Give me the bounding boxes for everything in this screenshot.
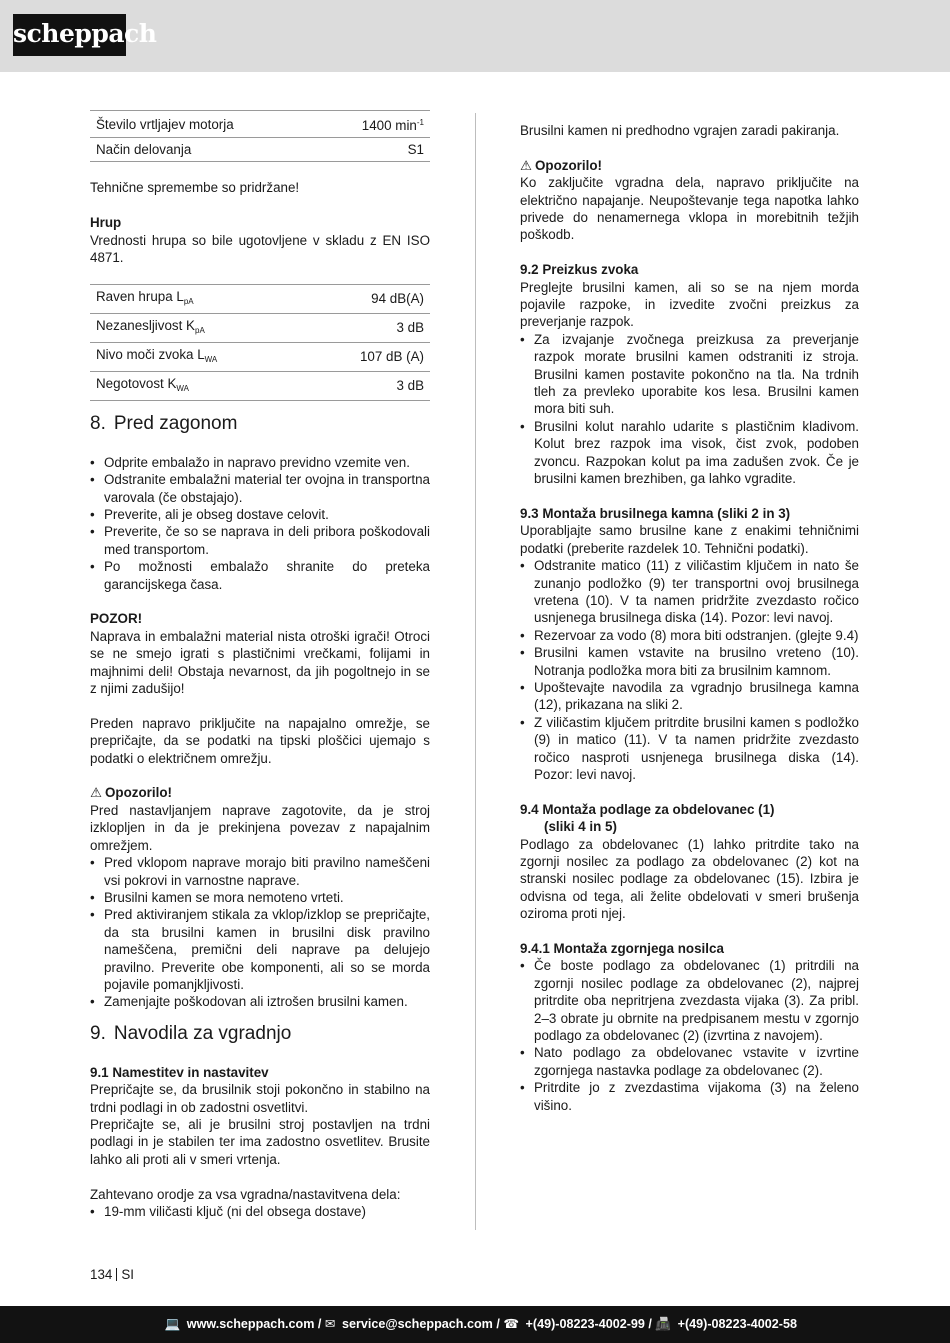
spec-label: Način delovanja	[90, 138, 317, 162]
subsection-heading-9-4-1: 9.4.1 Montaža zgornjega nosilca	[520, 941, 724, 957]
section-heading-9: 9. Navodila za vgradnjo	[90, 1022, 292, 1044]
warning-list	[90, 854, 430, 1011]
list-item: • Preverite, če so se naprava in deli pribora poškodovali med transportom.	[90, 523, 430, 558]
table-row	[90, 371, 430, 400]
motor-spec-table	[90, 110, 430, 162]
noise-label: Negotovost $K_{WA}$	[90, 371, 306, 400]
connect-text: Preden napravo priključite na napajalno omrežje, se prepričajte, da se podatki na tipski ploščici ujemajo s podatki o električnem omrežju.	[90, 715, 430, 766]
subsection-heading-9-3: 9.3 Montaža brusilnega kamna (sliki 2 in 3)	[520, 505, 791, 521]
tools-list	[90, 1203, 430, 1220]
fax-number: +(49)-08223-4002-58	[677, 1317, 797, 1331]
left-column	[90, 110, 430, 1220]
list-item: • Odprite embalažo in napravo previdno vzemite ven.	[90, 454, 430, 471]
list-item: • Brusilni kolut narahlo udarite s plastičnim kladivom. Kolut brez razpok ima visok, čist zvok, podoben zvoncu. Razpokan kolut pa ima zadušen zvok. Če je brusilni kamen brezhiben, ga lahko vgradite.	[520, 418, 859, 488]
spec-value: S1	[317, 138, 430, 162]
table-row	[90, 111, 430, 138]
warning-icon: ⚠	[520, 157, 533, 173]
list-item: • Pritrdite jo z zvezdastima vijakoma (3) na želeno višino.	[520, 1079, 859, 1114]
tools-text: Zahtevano orodje za vsa vgradna/nastavitvena dela:	[90, 1186, 401, 1202]
mail-icon: ✉	[324, 1317, 336, 1331]
list-item: • Brusilni kamen vstavite na brusilno vreteno (10). Notranja podložka mora biti za brusilnim kamnom.	[520, 644, 859, 679]
list-item: • Če boste podlago za obdelovanec (1) pritrdili na zgornji nosilec podlage za obdelovanec (2), najprej pritrdite oba nepritrjena zvezdasta vijaka (3). Za pribl. 2–3 obrate ju obrnite na predpisanem mestu v zgornjo podlago za obdelovanec (2) (izvrtina z navojem).	[520, 957, 859, 1044]
fax-icon: 📠	[655, 1317, 672, 1331]
upper-support-list	[520, 957, 859, 1114]
email-link[interactable]: service@scheppach.com /	[341, 1317, 500, 1331]
noise-value: 3 dB	[306, 371, 430, 400]
paragraph: Uporabljajte samo brusilne kane z enakimi tehničnimi podatki (preberite razdelek 10. Tehnični podatki).	[520, 523, 859, 556]
phone-icon: ☎	[503, 1317, 520, 1331]
website-link[interactable]: www.scheppach.com /	[186, 1317, 322, 1331]
stone-note: Brusilni kamen ni predhodno vgrajen zaradi pakiranja.	[520, 123, 840, 138]
list-item: • Za izvajanje zvočnega preizkusa za preverjanje razpok morate brusilni kamen odstraniti iz stroja. Brusilni kamen postavite pokončno na tla. Na trdnih tleh za prevleko uporabite kos lesa. Brusilni kamen mora biti suh.	[520, 331, 859, 418]
list-item: • Po možnosti embalažo shranite do preteka garancijskega časa.	[90, 558, 430, 593]
warning-heading: ⚠ Opozorilo!	[90, 785, 172, 801]
paragraph: Prepričajte se, ali je brusilni stroj postavljen na trdni podlagi in je stabilen ter ima zadostno osvetlitev. Brusite lahko ali proti ali v smeri vrtenja.	[90, 1116, 430, 1167]
list-item: • Preverite, ali je obseg dostave celovit.	[90, 506, 430, 523]
noise-heading: Hrup	[90, 215, 122, 231]
phone-number: +(49)-08223-4002-99 /	[525, 1317, 652, 1331]
spec-label: Število vrtljajev motorja	[90, 111, 317, 138]
subsection-heading-9-2: 9.2 Preizkus zvoka	[520, 262, 639, 278]
table-row	[90, 138, 430, 162]
list-item: • Pred aktiviranjem stikala za vklop/izklop se prepričajte, da sta brusilni kamen in brusilni disk pravilno nameščena, premični deli naprave pa delujejo pravilno. Preverite obe komponenti, ali so se morda pojavile pomanjkljivosti.	[90, 906, 430, 993]
pozor-text: Naprava in embalažni material nista otroški igrači! Otroci se ne smejo igrati s plastičnimi vrečkami, folijami in majhnimi deli! Obstaja nevarnost, da jih pogoltnejo in se z njimi zadušijo!	[90, 628, 430, 697]
sound-test-list	[520, 331, 859, 488]
table-row	[90, 342, 430, 371]
list-item: • 19-mm viličasti ključ (ni del obsega dostave)	[90, 1203, 430, 1220]
changes-note: Tehnične spremembe so pridržane!	[90, 180, 300, 196]
table-row	[90, 313, 430, 342]
table-row	[90, 284, 430, 313]
noise-table	[90, 284, 430, 401]
noise-value: 107 dB (A)	[306, 342, 430, 371]
computer-icon: 💻	[164, 1317, 181, 1331]
paragraph: Prepričajte se, da brusilnik stoji pokončno in stabilno na trdni podlagi in ob zadostni osvetlitvi.	[90, 1082, 430, 1115]
page-number: 134 SI	[90, 1267, 134, 1282]
list-item: • Pred vklopom naprave morajo biti pravilno nameščeni vsi pokrovi in varnostne naprave.	[90, 854, 430, 889]
noise-label: Nezanesljivost $K_{pA}$	[90, 313, 306, 342]
list-item: • Zamenjajte poškodovan ali iztrošen brusilni kamen.	[90, 993, 430, 1010]
subsection-heading-9-1: 9.1 Namestitev in nastavitev	[90, 1064, 269, 1080]
paragraph: Preglejte brusilni kamen, ali so se na njem morda pojavile razpoke, in izvedite zvočni preizkus za preverjanje razpok.	[520, 279, 859, 330]
list-item: • Nato podlago za obdelovanec vstavite v izvrtine zgornjega nastavka podlage za obdelovanec (2).	[520, 1044, 859, 1079]
right-column	[520, 122, 859, 1114]
noise-value: 94 dB(A)	[306, 284, 430, 313]
warning-icon: ⚠	[90, 785, 103, 801]
scheppach-logo: scheppach	[13, 14, 126, 56]
noise-value: 3 dB	[306, 313, 430, 342]
list-item: • Rezervoar za vodo (8) mora biti odstranjen. (glejte 9.4)	[520, 627, 859, 644]
list-item: • Odstranite matico (11) z viličastim ključem in nato še zunanjo podložko (9) ter transportni ovoj brusilnega vretena (10). V ta namen pridržite zvezdasto ročico usnjenega brusilnega diska (14). Pozor: levi navoj.	[520, 557, 859, 627]
subsection-heading-9-4: 9.4 Montaža podlage za obdelovanec (1)	[520, 801, 775, 817]
noise-label: Nivo moči zvoka $L_{WA}$	[90, 342, 306, 371]
warning-heading: ⚠ Opozorilo!	[520, 157, 602, 173]
list-item: • Z viličastim ključem pritrdite brusilni kamen s podložko (9) in matico (11). V ta namen pridržite zvezdasto ročico nasproti usnjenega brusilnega diska (14). Pozor: levi navoj.	[520, 714, 859, 784]
list-item: • Upoštevajte navodila za vgradnjo brusilnega kamna (12), prikazana na sliki 2.	[520, 679, 859, 714]
list-item: • Brusilni kamen se mora nemoteno vrteti.	[90, 889, 430, 906]
noise-label: Raven hrupa $L_{pA}$	[90, 284, 306, 313]
warning-text: Ko zaključite vgradna dela, napravo priključite na električno napajanje. Neupoštevanje tega napotka lahko privede do nenamernega vklopa in morebitnih težjih poškodb.	[520, 175, 859, 243]
paragraph: Podlago za obdelovanec (1) lahko pritrdite tako na zgornji nosilec za podlago za obdelovanec (2) kot na stranski nosilec podlage za obdelovanec (15). Izbira je odvisna od tega, ali želite obdelovati v smeri brušenja oziroma proti njej.	[520, 836, 859, 922]
column-divider	[475, 113, 476, 1230]
page-header	[0, 0, 950, 72]
pozor-heading: POZOR!	[90, 611, 143, 627]
page-footer	[0, 1306, 950, 1343]
warning-text: Pred nastavljanjem naprave zagotovite, da je stroj izklopljen in da je prekinjena povezav z napajalnim omrežjem.	[90, 802, 430, 853]
spec-value: 1400 $\min^{-1}$	[317, 111, 430, 138]
noise-text: Vrednosti hrupa so bile ugotovljene v skladu z EN ISO 4871.	[90, 232, 430, 265]
stone-mount-list	[520, 557, 859, 783]
subsection-heading-9-4-figures: (sliki 4 in 5)	[544, 819, 617, 835]
section-heading-8: 8. Pred zagonom	[90, 412, 238, 434]
section-8-list	[90, 454, 430, 593]
list-item: • Odstranite embalažni material ter ovojna in transportna varovala (če obstajajo).	[90, 471, 430, 506]
